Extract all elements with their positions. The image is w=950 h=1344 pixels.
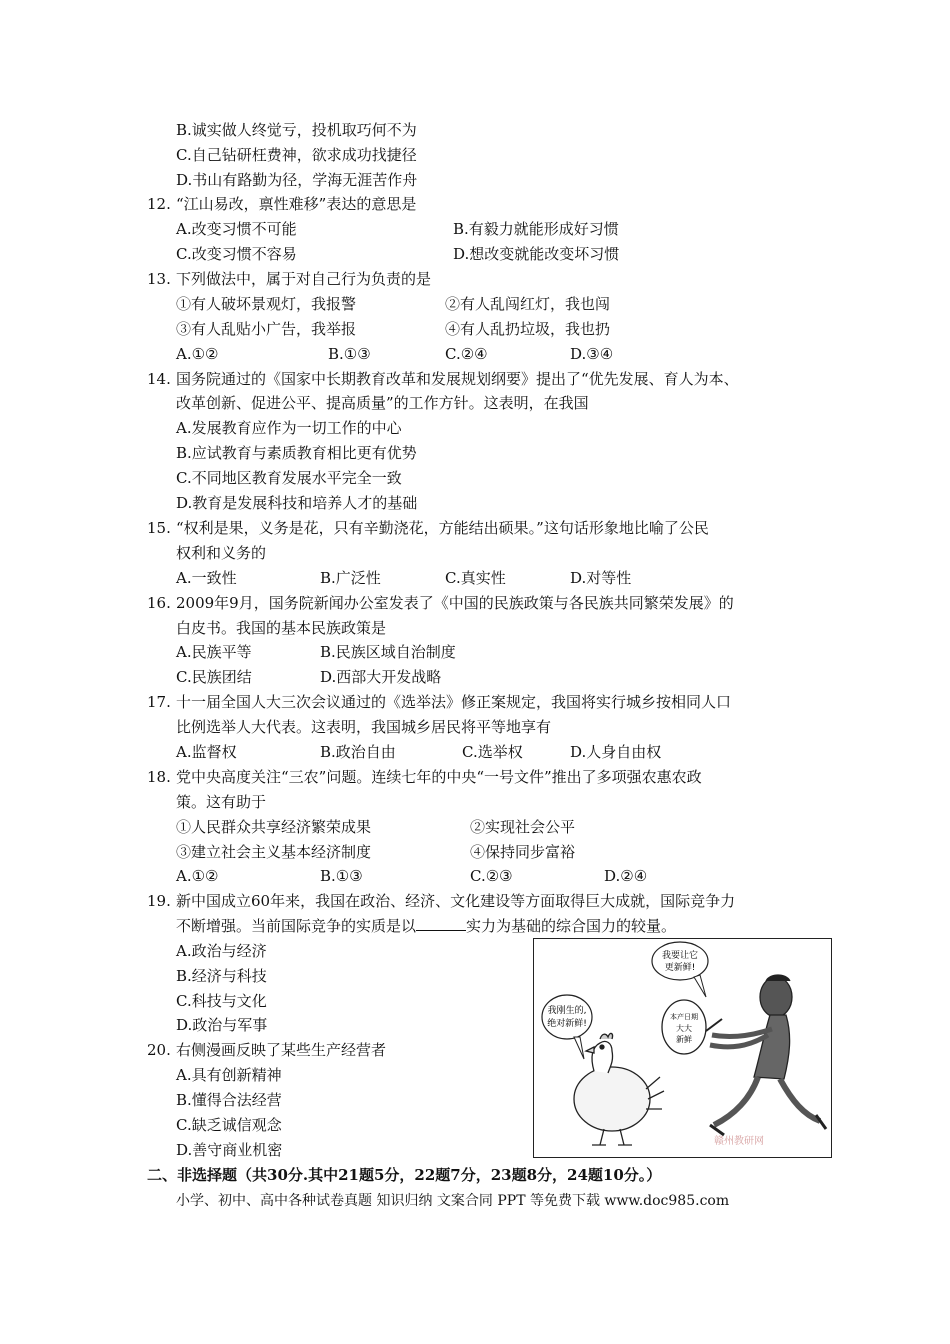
q13-statement-2: ②有人乱闯红灯，我也闯	[445, 295, 611, 313]
q15-option-b: B.广泛性	[320, 569, 381, 587]
q12-number: 12.	[147, 195, 171, 213]
cartoon-drawing	[534, 939, 831, 1157]
q18-number: 18.	[147, 768, 171, 786]
man-speech-bubble	[652, 942, 708, 980]
egg	[662, 1000, 706, 1054]
q19-number: 19.	[147, 892, 171, 910]
q17-number: 17.	[147, 693, 171, 711]
q14-option-c: C.不同地区教育发展水平完全一致	[176, 469, 402, 487]
q14-option-a: A.发展教育应作为一切工作的中心	[176, 419, 402, 437]
q16-stem-line1: 2009年9月，国务院新闻办公室发表了《中国的民族政策与各民族共同繁荣发展》的	[176, 594, 734, 612]
page-footer: 小学、初中、高中各种试卷真题 知识归纳 文案合同 PPT 等免费下载 www.doc985.com	[176, 1193, 730, 1209]
q14-option-b: B.应试教育与素质教育相比更有优势	[176, 444, 417, 462]
q18-stem-line2: 策。这有助于	[176, 793, 267, 811]
q15-stem-line1: “权利是果，义务是花，只有辛勤浇花，方能结出硕果。”这句话形象地比喻了公民	[176, 519, 709, 537]
q13-option-a: A.①②	[176, 345, 219, 363]
q13-stem: 下列做法中，属于对自己行为负责的是	[176, 270, 432, 288]
hen-bubble-text-2: 绝对新鲜!	[547, 1019, 587, 1029]
q16-stem-line2: 白皮书。我国的基本民族政策是	[176, 619, 387, 637]
man-figure	[706, 975, 826, 1135]
q12-option-c: C.改变习惯不容易	[176, 245, 297, 263]
q18-statement-3: ③建立社会主义基本经济制度	[176, 843, 372, 861]
hen-speech-bubble	[542, 995, 592, 1039]
q11-option-c: C.自己钻研枉费神，欲求成功找捷径	[176, 146, 417, 164]
egg-label-3: 新鲜	[676, 1035, 692, 1044]
q19-stem-part1: 不断增强。当前国际竞争的实质是以	[176, 917, 417, 935]
q20-option-d: D.善守商业机密	[176, 1141, 283, 1159]
man-bubble-text-2: 更新鲜!	[664, 963, 696, 973]
q13-option-b: B.①③	[328, 345, 371, 363]
egg-label-1: 本产日期	[670, 1013, 698, 1021]
q15-option-c: C.真实性	[445, 569, 506, 587]
q19-option-b: B.经济与科技	[176, 967, 267, 985]
q18-statement-4: ④保持同步富裕	[470, 843, 576, 861]
comic-watermark: 赣州教研网	[714, 1136, 764, 1147]
q20-option-b: B.懂得合法经营	[176, 1091, 282, 1109]
q20-option-c: C.缺乏诚信观念	[176, 1116, 282, 1134]
q17-option-d: D.人身自由权	[570, 743, 662, 761]
q15-stem-line2: 权利和义务的	[176, 544, 267, 562]
q15-number: 15.	[147, 519, 171, 537]
q15-option-a: A.一致性	[176, 569, 237, 587]
q20-stem: 右侧漫画反映了某些生产经营者	[176, 1041, 387, 1059]
q14-stem-line1: 国务院通过的《国家中长期教育改革和发展规划纲要》提出了“优先发展、育人为本、	[176, 370, 739, 388]
q18-option-c: C.②③	[470, 867, 513, 885]
q13-option-c: C.②④	[445, 345, 488, 363]
q16-option-d: D.西部大开发战略	[320, 668, 442, 686]
q18-stem-line1: 党中央高度关注“三农”问题。连续七年的中央“一号文件”推出了多项强农惠农政	[176, 768, 702, 786]
q18-option-a: A.①②	[176, 867, 219, 885]
q12-option-b: B.有毅力就能形成好习惯	[453, 220, 619, 238]
q13-statement-4: ④有人乱扔垃圾，我也扔	[445, 320, 611, 338]
q18-statement-2: ②实现社会公平	[470, 818, 576, 836]
q13-statement-1: ①有人破坏景观灯，我报警	[176, 295, 357, 313]
q11-option-d: D.书山有路勤为径，学海无涯苦作舟	[176, 171, 418, 189]
q19-option-c: C.科技与文化	[176, 992, 267, 1010]
q17-stem-line2: 比例选举人大代表。这表明，我国城乡居民将平等地享有	[176, 718, 552, 736]
section-2-heading: 二、非选择题（共30分.其中21题5分，22题7分，23题8分，24题10分。）	[147, 1166, 662, 1184]
q19-option-d: D.政治与军事	[176, 1016, 268, 1034]
q13-statement-3: ③有人乱贴小广告，我举报	[176, 320, 357, 338]
q15-option-d: D.对等性	[570, 569, 632, 587]
cartoon-illustration	[533, 938, 832, 1158]
q20-option-a: A.具有创新精神	[176, 1066, 282, 1084]
q12-stem: “江山易改，禀性难移”表达的意思是	[176, 195, 417, 213]
q18-statement-1: ①人民群众共享经济繁荣成果	[176, 818, 372, 836]
q12-option-a: A.改变习惯不可能	[176, 220, 297, 238]
q17-option-b: B.政治自由	[320, 743, 396, 761]
q14-number: 14.	[147, 370, 171, 388]
man-bubble-text-1: 我要让它	[661, 951, 699, 961]
q14-option-d: D.教育是发展科技和培养人才的基础	[176, 494, 418, 512]
q16-option-c: C.民族团结	[176, 668, 252, 686]
q13-number: 13.	[147, 270, 171, 288]
q16-number: 16.	[147, 594, 171, 612]
q19-option-a: A.政治与经济	[176, 942, 267, 960]
q13-option-d: D.③④	[570, 345, 614, 363]
q16-option-b: B.民族区域自治制度	[320, 643, 456, 661]
q19-stem-line2	[176, 916, 676, 936]
q12-option-d: D.想改变就能改变坏习惯	[453, 245, 620, 263]
q11-option-b: B.诚实做人终觉亏，投机取巧何不为	[176, 121, 417, 139]
q18-option-d: D.②④	[604, 867, 648, 885]
q14-stem-line2: 改革创新、促进公平、提高质量”的工作方针。这表明，在我国	[176, 394, 589, 412]
q16-option-a: A.民族平等	[176, 643, 252, 661]
hen-figure	[574, 1033, 664, 1145]
q17-stem-line1: 十一届全国人大三次会议通过的《选举法》修正案规定，我国将实行城乡按相同人口	[176, 693, 732, 711]
q18-option-b: B.①③	[320, 867, 363, 885]
q20-number: 20.	[147, 1041, 171, 1059]
q19-stem-part2: 实力为基础的综合国力的较量。	[466, 917, 677, 935]
q19-answer-blank	[416, 916, 466, 931]
q19-stem-line1: 新中国成立60年来，我国在政治、经济、文化建设等方面取得巨大成就，国际竞争力	[176, 892, 736, 910]
q17-option-c: C.选举权	[462, 743, 523, 761]
q17-option-a: A.监督权	[176, 743, 237, 761]
egg-label-2: 大大	[676, 1024, 692, 1033]
hen-bubble-text-1: 我刚生的,	[547, 1006, 587, 1016]
